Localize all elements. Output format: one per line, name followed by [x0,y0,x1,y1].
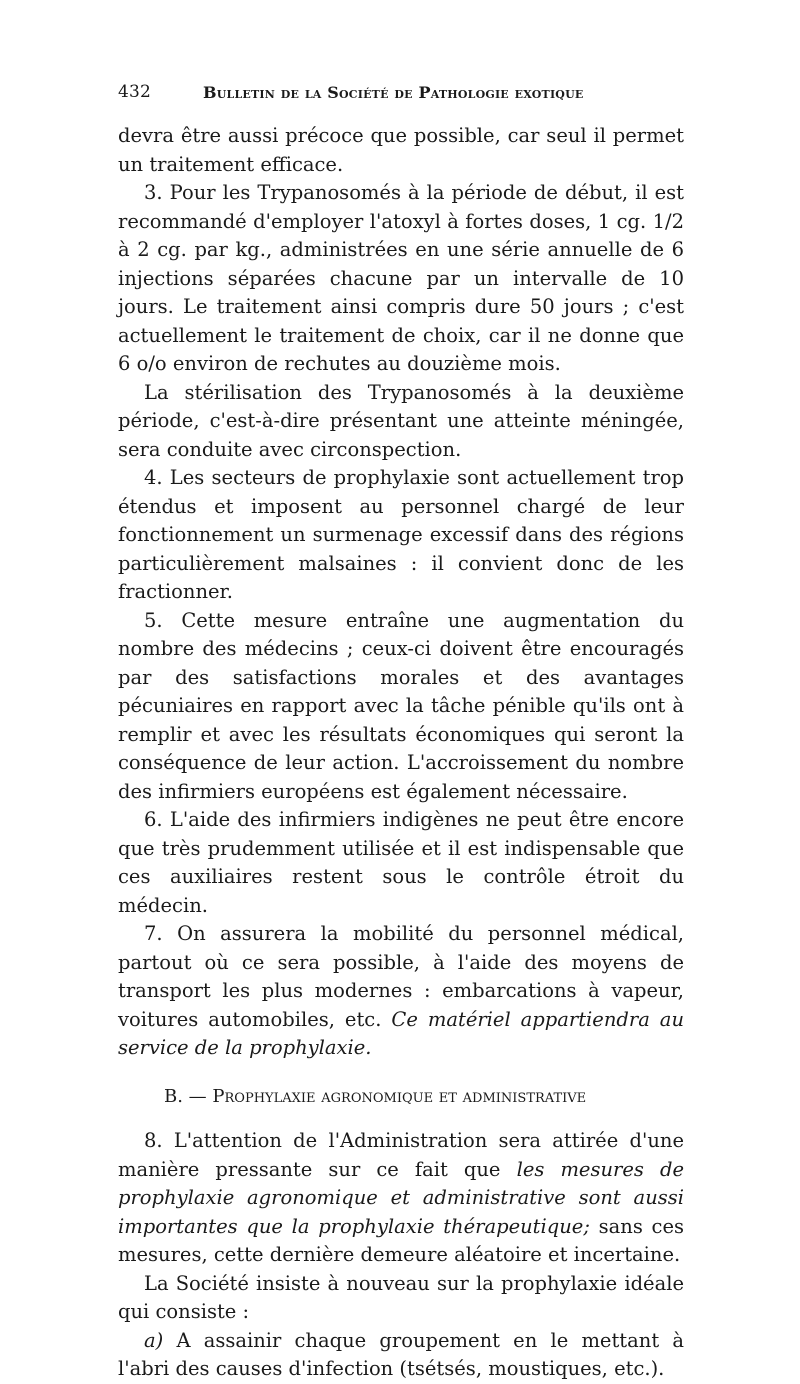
body-text [118,122,684,1384]
paragraph-9: La Société insiste à nouveau sur la prophylaxie idéale qui consiste : [118,1271,684,1323]
section-title: Prophylaxie agronomique et administrative [212,1085,587,1107]
page-number: 432 [118,82,152,102]
paragraph-3: 3. Pour les Trypanosomés à la période de début, il est recommandé d'employer l'atoxyl à fortes doses, 1 cg. 1/2 à 2 cg. par kg., administrées en une série annuelle de 6 injections séparées chacune par un intervalle de 10 jours. Le traitement ainsi compris dure 50 jours ; c'est actuellement le traitement de choix, car il ne donne que 6 o/o environ de rechutes au douzième mois. [118,181,684,375]
paragraph-8-end: sans ces mesures, cette dernière demeure aléatoire et incertaine. [118,1214,685,1266]
journal-title: Bulletin de la Société de Pathologie exotique [203,83,584,102]
paragraph-7-italic: Ce matériel appartiendra au service de la prophylaxie. [118,1007,684,1059]
paragraph-6: 6. L'aide des infirmiers indigènes ne peut être encore que très prudemment utilisée et il est indispensable que ces auxiliaires restent sous le contrôle étroit du médecin. [118,808,684,917]
paragraph-3-sterilisation: La stérilisation des Trypanosomés à la deuxième période, c'est-à-dire présentant une atteinte méningée, sera conduite avec circonspection. [118,380,684,461]
paragraph-8 [118,1127,684,1270]
paragraph-8-italic: les mesures de prophylaxie agronomique et administrative sont aussi importantes que la prophylaxie thérapeutique; [118,1157,685,1238]
paragraph-8-start: 8. L'attention de l'Administration sera attirée d'une manière pressante sur ce fait que [118,1129,684,1181]
paragraph-continuation: devra être aussi précoce que possible, car seul il permet un traitement efficace. [118,124,684,176]
paragraph-4: 4. Les secteurs de prophylaxie sont actuellement trop étendus et imposent au personnel chargé de leur fonctionnement un surmenage excessif dans des régions particulièrement malsaines : il convient donc de les fractionner. [118,466,684,603]
section-heading-b [118,1083,684,1112]
paragraph-5: 5. Cette mesure entraîne une augmentation du nombre des médecins ; ceux-ci doivent être encouragés par des satisfactions morales et des avantages pécuniaires en rapport avec la tâche pénible qu'ils ont à remplir et avec les résultats économiques qui seront la conséquence de leur action. L'accroissement du nombre des infirmiers européens est également nécessaire. [118,608,684,803]
list-label-a: a) [144,1328,164,1352]
paragraph-7-text: 7. On assurera la mobilité du personnel médical, partout où ce sera possible, à l'aide des moyens de transport les plus modernes : embarcations à vapeur, voitures automobiles, etc. [118,922,684,1031]
section-letter: B. — [164,1085,207,1107]
running-head [118,82,683,108]
list-item-a-text: A assainir chaque groupement en le mettant à l'abri des causes d'infection (tsétsés, moustiques, etc.). [118,1328,684,1380]
paragraph-10 [118,1327,684,1384]
paragraph-7 [118,920,684,1063]
